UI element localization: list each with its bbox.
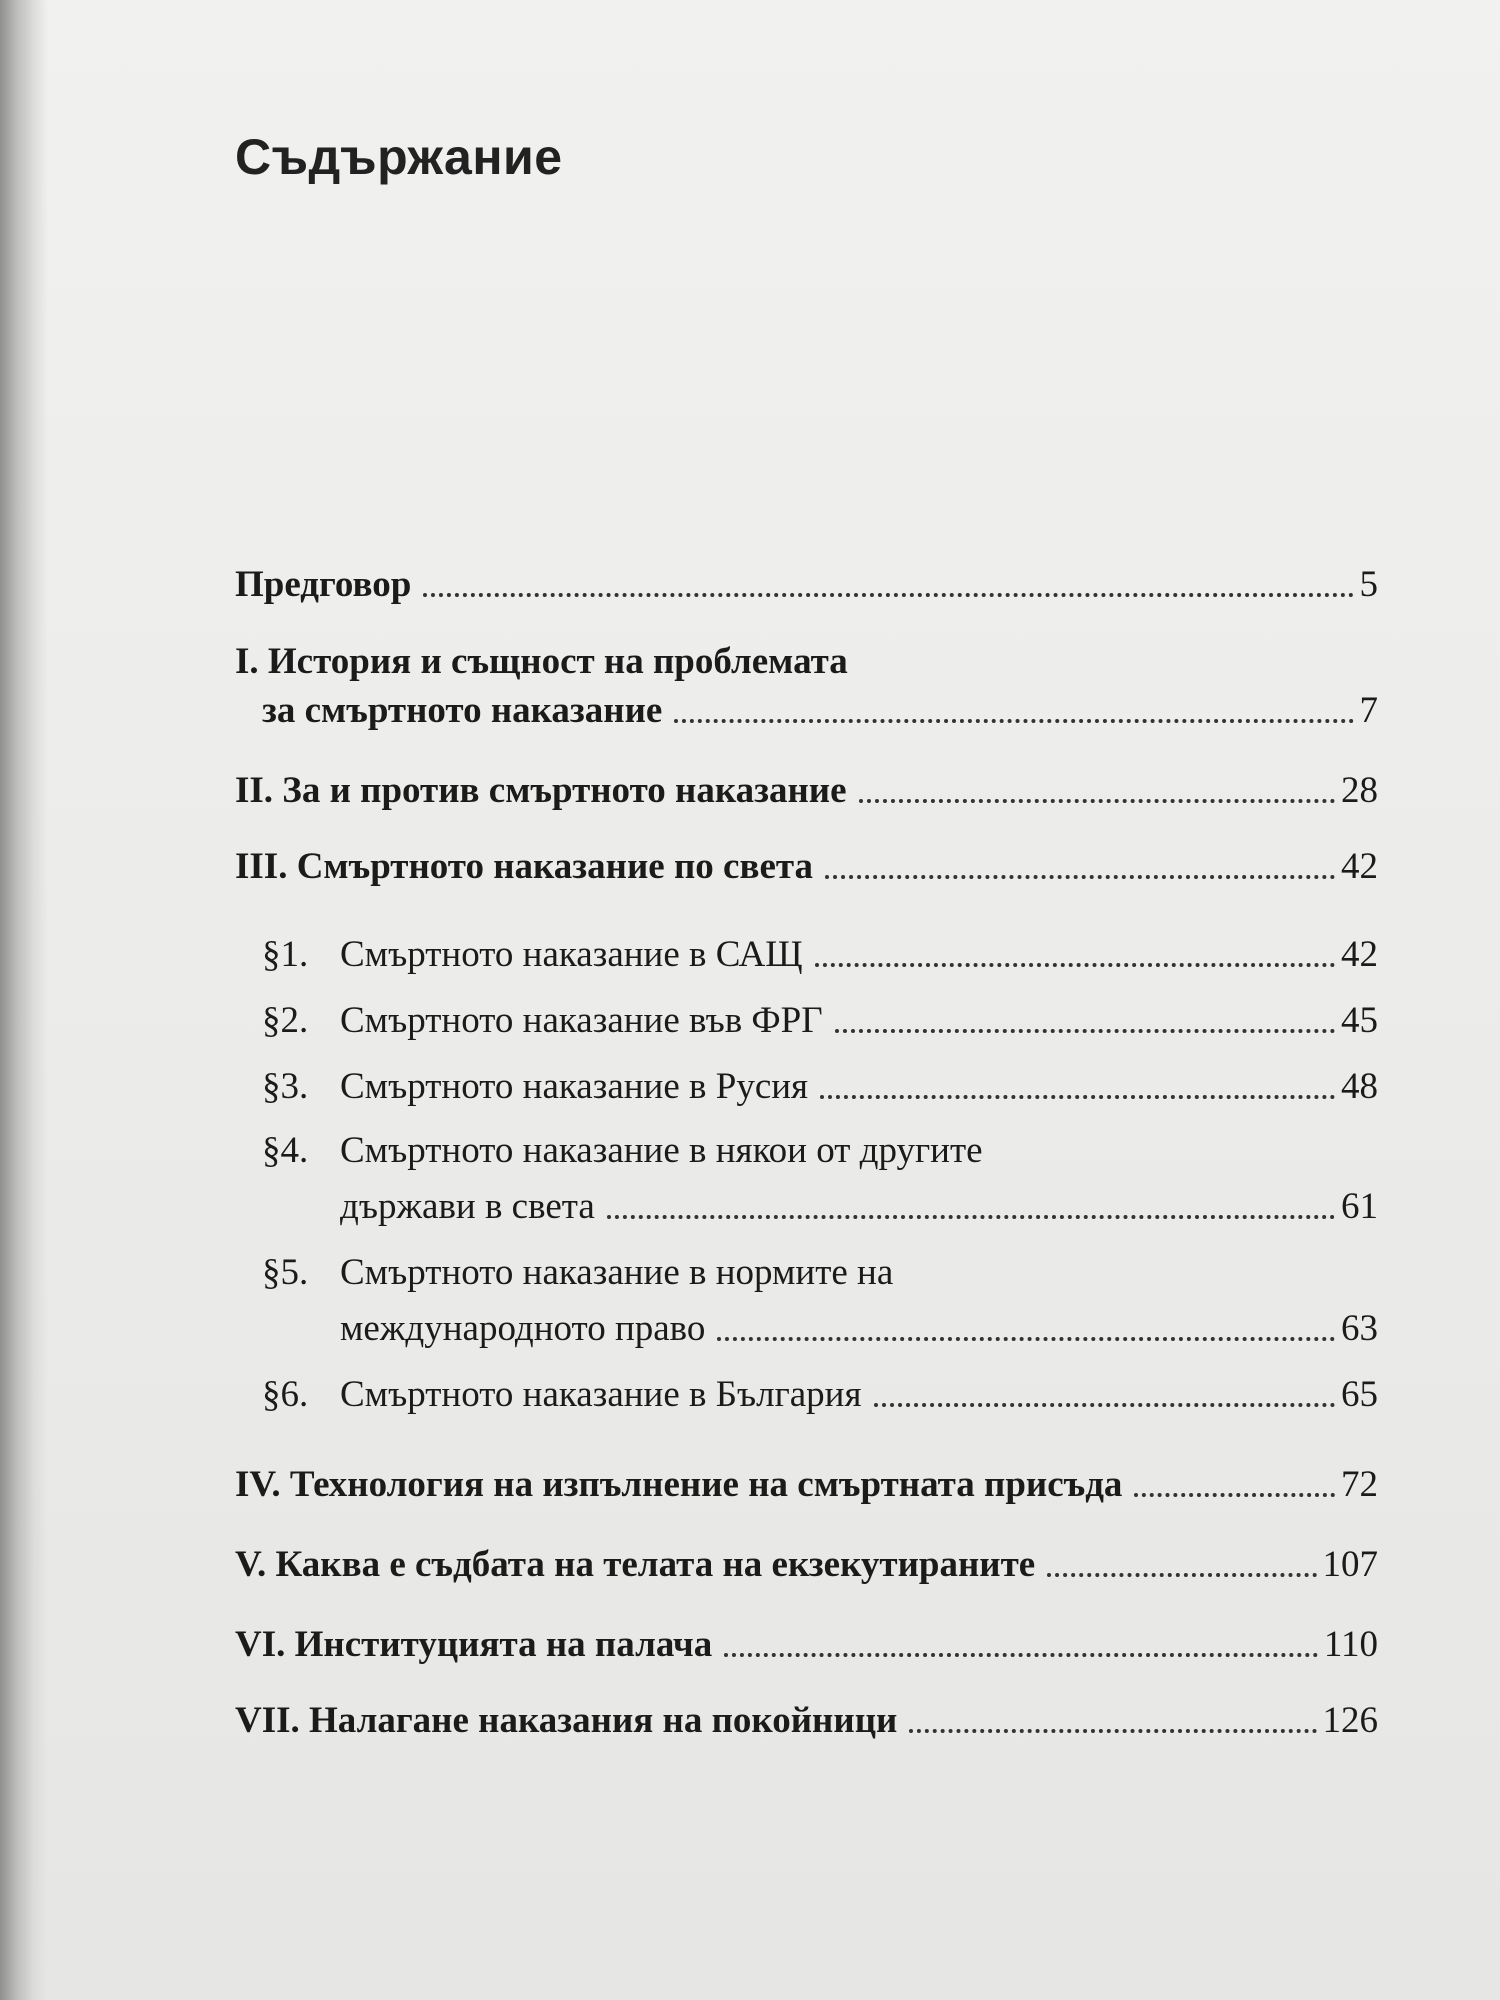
toc-entry-title: Смъртното наказание в САЩ [340, 934, 803, 975]
dot-leader [825, 875, 1335, 879]
toc-entry-title: VI. Институцията на палача [235, 1624, 713, 1665]
toc-page-number: 7 [1359, 690, 1378, 731]
toc-page-number: 28 [1341, 770, 1378, 811]
dot-leader [1047, 1573, 1316, 1577]
toc-entry-title-line1: Смъртното наказание в някои от другите [340, 1130, 983, 1171]
section-number: §2. [262, 1000, 309, 1041]
dot-leader [607, 1215, 1335, 1219]
toc-page-number: 45 [1341, 1000, 1378, 1041]
toc-page-number: 42 [1341, 846, 1378, 887]
dot-leader [717, 1337, 1335, 1341]
dot-leader [815, 963, 1335, 967]
toc-entry-chapter-4 [235, 1466, 1378, 1503]
section-number: §4. [262, 1130, 309, 1171]
toc-page-number: 61 [1341, 1186, 1378, 1227]
toc-entry-section-5 [340, 1310, 1378, 1347]
toc-entry-title-line1: Смъртното наказание в нормите на [340, 1252, 894, 1293]
toc-page-number: 63 [1341, 1308, 1378, 1349]
toc-entry-section-6 [262, 1376, 1378, 1413]
toc-entry-title: II. За и против смъртното наказание [235, 770, 847, 811]
toc-entry-title: Смъртното наказание в Русия [340, 1066, 809, 1107]
toc-page-number: 72 [1341, 1464, 1378, 1505]
toc-page-number: 110 [1323, 1624, 1378, 1665]
toc-entry-chapter-6 [235, 1626, 1378, 1663]
toc-entry-section-2 [262, 1002, 1378, 1039]
toc-entry-section-3 [262, 1068, 1378, 1105]
section-number: §3. [262, 1066, 309, 1107]
dot-leader [724, 1653, 1318, 1657]
section-number: §1. [262, 934, 309, 975]
toc-entry-title: международното право [340, 1308, 706, 1349]
toc-entry-title: V. Каква е съдбата на телата на екзекутираните [235, 1544, 1036, 1585]
dot-leader [820, 1095, 1335, 1099]
toc-page-number: 42 [1341, 934, 1378, 975]
page-title: Съдържание [235, 129, 563, 185]
toc-page-number: 126 [1322, 1700, 1378, 1741]
toc-entry-chapter-7 [235, 1702, 1378, 1739]
toc-entry-title: IV. Технология на изпълнение на смъртната присъда [235, 1464, 1123, 1505]
toc-entry-title: за смъртното наказание [262, 690, 663, 731]
dot-leader [423, 593, 1353, 597]
toc-entry-title: VII. Налагане наказания на покойници [235, 1700, 898, 1741]
toc-page-number: 107 [1322, 1544, 1378, 1585]
toc-entry-section-4-line1 [262, 1132, 983, 1169]
toc-entry-title: Смъртното наказание във ФРГ [340, 1000, 823, 1041]
toc-entry-section-5-line1 [262, 1254, 893, 1291]
toc-entry-chapter-5 [235, 1546, 1378, 1583]
dot-leader [859, 799, 1335, 803]
dot-leader [909, 1729, 1316, 1733]
toc-entry-chapter-2 [235, 772, 1378, 809]
page-spine-shadow [0, 0, 48, 2000]
toc-entry-chapter-1-line1 [235, 643, 848, 680]
toc-entry-title-line1: I. История и същност на проблемата [235, 641, 848, 682]
toc-page-number: 5 [1359, 564, 1378, 605]
section-number: §6. [262, 1374, 309, 1415]
dot-leader [835, 1029, 1335, 1033]
toc-entry-preface [235, 566, 1378, 603]
toc-entry-title: Смъртното наказание в България [340, 1374, 862, 1415]
section-number: §5. [262, 1252, 309, 1293]
toc-entry-chapter-3 [235, 848, 1378, 885]
toc-entry-section-1 [262, 936, 1378, 973]
toc-entry-title: държави в света [340, 1186, 595, 1227]
toc-entry-chapter-1 [262, 692, 1378, 729]
dot-leader [1134, 1493, 1335, 1497]
toc-entry-section-4 [340, 1188, 1378, 1225]
toc-page-number: 65 [1341, 1374, 1378, 1415]
toc-entry-title: Предговор [235, 564, 412, 605]
dot-leader [874, 1403, 1335, 1407]
toc-entry-title: III. Смъртното наказание по света [235, 846, 813, 887]
dot-leader [674, 719, 1353, 723]
toc-page-number: 48 [1341, 1066, 1378, 1107]
